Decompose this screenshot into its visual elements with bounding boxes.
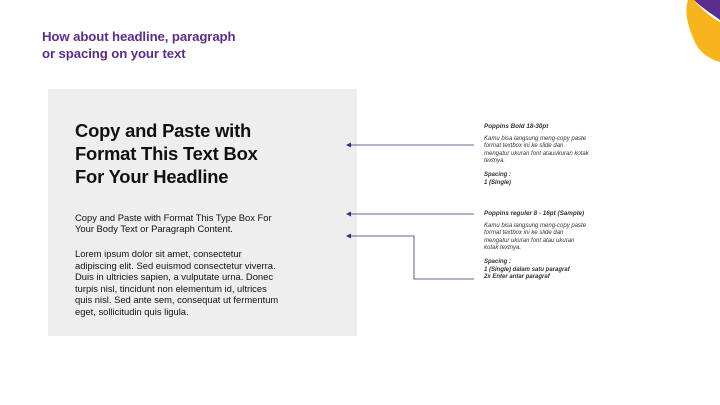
- headline-note-description: [484, 136, 654, 166]
- body-note-spacing-line: Spacing :: [484, 258, 512, 265]
- headline-connector-arrowhead: [346, 143, 351, 148]
- slide-heading-line-1: How about headline, paragraph: [42, 29, 236, 44]
- body-connector-arrowhead: [346, 212, 351, 217]
- slide-heading-line-2: or spacing on your text: [42, 45, 186, 61]
- headline-note-title: Poppins Bold 18-30pt: [484, 123, 549, 130]
- paragraph-connector-arrowhead: [346, 234, 351, 239]
- body-note-desc-line: format textbox ini ke slide dan: [484, 230, 564, 237]
- body-note-spacing: [484, 259, 654, 282]
- body-note-spacing-line: 1 (Single) dalam satu paragraf: [484, 266, 570, 273]
- body-note-desc-line: kotak textnya.: [484, 245, 522, 252]
- body-paragraph-line-1: Lorem ipsum dolor sit amet, consectetur: [75, 248, 242, 259]
- body-note-desc-line: mengatur ukuran font atau ukuran: [484, 237, 575, 244]
- headline-note-desc-line: textnya.: [484, 158, 506, 165]
- body-intro-line-1: Copy and Paste with Format This Type Box For: [75, 212, 272, 223]
- body-paragraph-line-2: adipiscing elit. Sed euismod consectetur viverra.: [75, 259, 276, 271]
- headline-note: [484, 123, 654, 187]
- body-paragraph-line-6: eget, sollicitudin quis ligula.: [75, 305, 189, 317]
- headline-line-1: Copy and Paste with: [75, 120, 252, 141]
- headline-note-desc-line: mengatur ukuran font atauukuran kotak: [484, 150, 589, 157]
- headline-line-3: For Your Headline: [75, 166, 229, 188]
- paragraph-connector-line: [350, 236, 474, 279]
- body-paragraph-line-4: turpis nisl, tincidunt non elementum id, ultrices: [75, 282, 267, 294]
- body-note-spacing-line: 2x Enter antar paragraf: [484, 274, 550, 281]
- body-note-description: [484, 223, 654, 253]
- body-note-title: Poppins reguler 8 - 16pt (Sample): [484, 210, 585, 217]
- body-paragraph-line-3: Duis in ultricies sapien, a vulputate urna. Donec: [75, 271, 274, 283]
- body-note: [484, 210, 654, 282]
- headline-note-spacing-line: 1 (Single): [484, 179, 512, 186]
- headline-note-spacing-line: Spacing :: [484, 171, 512, 178]
- headline-note-desc-line: format textbox ini ke slide dan: [484, 143, 564, 150]
- headline-note-spacing: [484, 172, 654, 187]
- headline-line-2: Format This Text Box: [75, 143, 258, 165]
- body-paragraph-line-5: quis nisl. Sed ante sem, consequat ut fermentum: [75, 294, 279, 306]
- headline-note-desc-line: Kamu bisa langsung meng-copy paste: [484, 135, 587, 142]
- body-note-desc-line: Kamu bisa langsung meng-copy paste: [484, 222, 587, 229]
- body-intro-line-2: Your Body Text or Paragraph Content.: [75, 223, 233, 235]
